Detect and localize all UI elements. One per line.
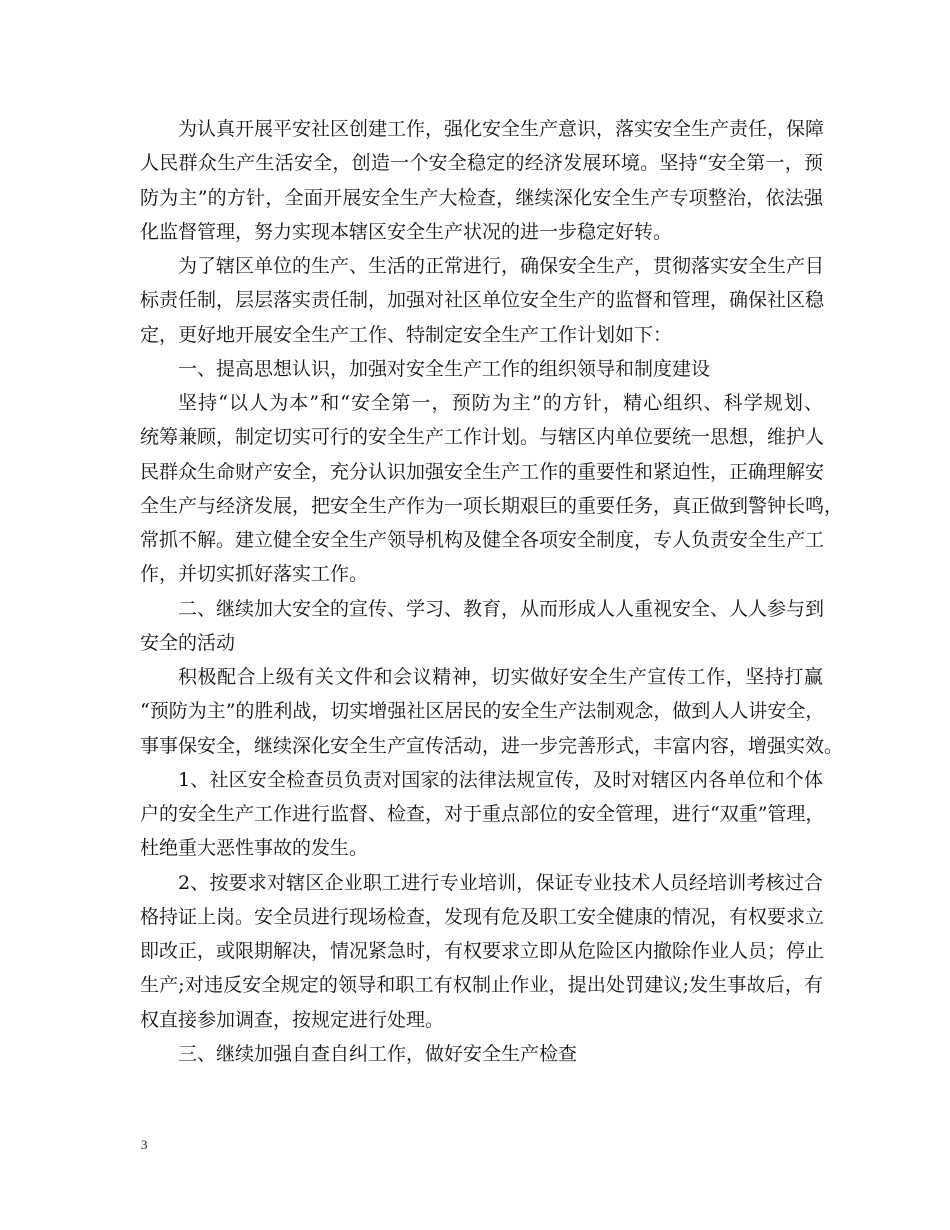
text-line: 户的安全生产工作进行监督、检查，对于重点部位的安全管理，进行“双重”管理， xyxy=(140,803,825,825)
text-line: 全生产与经济发展，把安全生产作为一项长期艰巨的重要任务，真正做到警钟长鸣， xyxy=(140,494,844,517)
text-line: 一、提高思想认识，加强对安全生产工作的组织领导和制度建设 xyxy=(178,357,711,380)
text-line: 为了辖区单位的生产、生活的正常进行，确保安全生产，贯彻落实安全生产目 xyxy=(178,255,825,277)
text-line: 作，并切实抓好落实工作。 xyxy=(140,563,369,586)
text-line: 二、继续加大安全的宣传、学习、教育，从而形成人人重视安全、人人参与到 xyxy=(178,597,825,620)
text-line: 杜绝重大恶性事故的发生。 xyxy=(140,837,369,860)
text-line: 1、社区安全检查员负责对国家的法律法规宣传，及时对辖区内各单位和个体 xyxy=(178,768,823,791)
text-line: 标责任制，层层落实责任制，加强对社区单位安全生产的监督和管理，确保社区稳 xyxy=(140,289,825,312)
text-line: 防为主”的方针，全面开展安全生产大检查，继续深化安全生产专项整治，依法强 xyxy=(140,186,823,209)
text-line: 生产;对违反安全规定的领导和职工有权制止作业，提出处罚建议;发生事故后，有 xyxy=(140,974,823,997)
document-body xyxy=(140,112,844,1071)
text-line: 人民群众生产生活安全，创造一个安全稳定的经济发展环境。坚持“安全第一，预 xyxy=(140,152,823,175)
text-line: 化监督管理，努力实现本辖区安全生产状况的进一步稳定好转。 xyxy=(140,220,673,243)
text-line: 2、按要求对辖区企业职工进行专业培训，保证专业技术人员经培训考核过合 xyxy=(178,871,823,894)
page-number: 3 xyxy=(141,1137,148,1152)
text-line: 统筹兼顾，制定切实可行的安全生产工作计划。与辖区内单位要统一思想，维护人 xyxy=(140,426,825,449)
text-line: 常抓不解。建立健全安全生产领导机构及健全各项安全制度，专人负责安全生产工 xyxy=(140,529,825,551)
text-line: 格持证上岗。安全员进行现场检查，发现有危及职工安全健康的情况，有权要求立 xyxy=(140,905,825,928)
text-line: 三、继续加强自查自纠工作，做好安全生产检查 xyxy=(178,1042,578,1065)
text-line: 积极配合上级有关文件和会议精神，切实做好安全生产宣传工作，坚持打赢 xyxy=(178,666,823,688)
text-line: 安全的活动 xyxy=(140,631,236,654)
text-line: 定，更好地开展安全生产工作、特制定安全生产工作计划如下： xyxy=(140,323,673,346)
text-line: 为认真开展平安社区创建工作，强化安全生产意识，落实安全生产责任，保障 xyxy=(178,118,825,140)
text-line: 即改正，或限期解决，情况紧急时，有权要求立即从危险区内撤除作业人员；停止 xyxy=(140,940,825,962)
text-line: 坚持“以人为本”和“安全第一，预防为主”的方针，精心组织、科学规划、 xyxy=(178,392,823,414)
text-line: 民群众生命财产安全，充分认识加强安全生产工作的重要性和紧迫性，正确理解安 xyxy=(140,460,825,483)
text-line: 事事保安全，继续深化安全生产宣传活动，进一步完善形式，丰富内容，增强实效。 xyxy=(140,734,844,757)
text-line: 权直接参加调查，按规定进行处理。 xyxy=(140,1008,445,1031)
text-line: “预防为主”的胜利战，切实增强社区居民的安全生产法制观念，做到人人讲安全， xyxy=(140,700,825,723)
